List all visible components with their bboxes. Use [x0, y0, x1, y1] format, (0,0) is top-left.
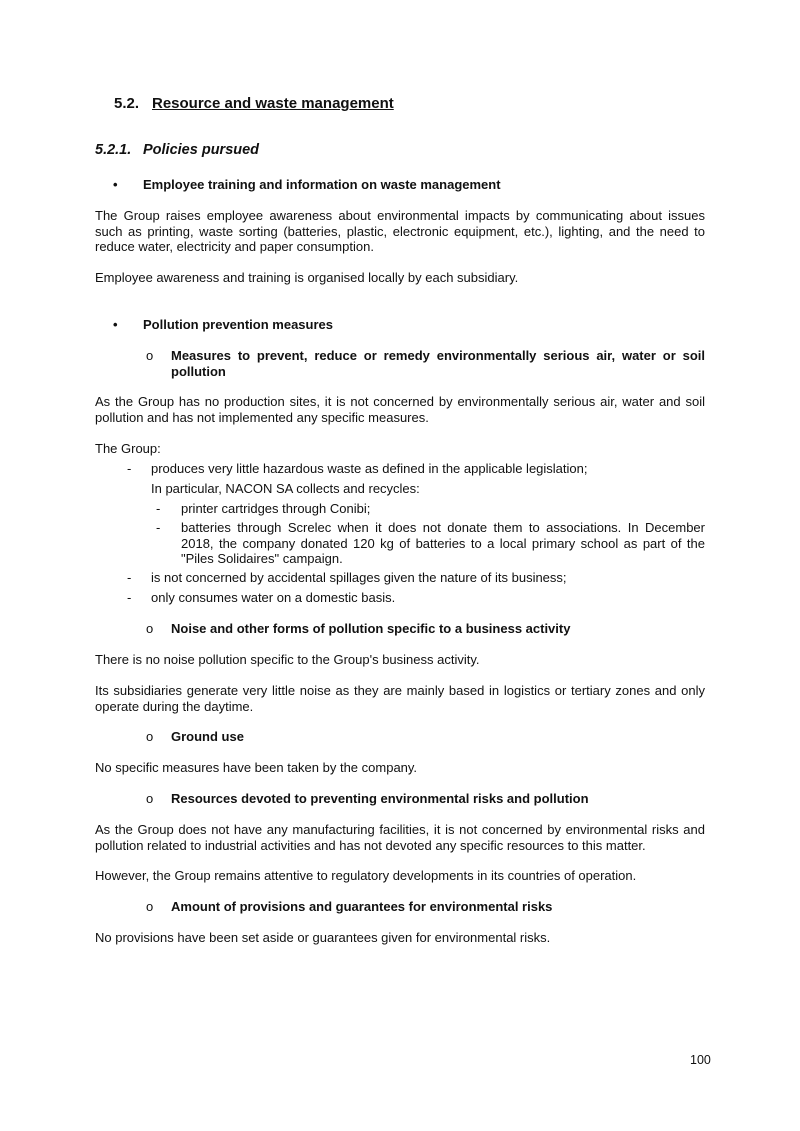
circle-mark: o — [146, 729, 154, 744]
list-note: In particular, NACON SA collects and recycles: — [151, 481, 420, 496]
subheading-ground: o Ground use — [146, 729, 244, 744]
sub-list-item: - printer cartridges through Conibi; — [156, 501, 371, 516]
paragraph: As the Group has no production sites, it is not concerned by environmentally serious air, water and soil pollution and has not implemented any specific measures. — [95, 394, 705, 425]
circle-mark: o — [146, 791, 154, 806]
subheading-measures: o Measures to prevent, reduce or remedy environmentally serious air, water or soil pollution — [146, 348, 705, 379]
bullet-heading-pollution: • Pollution prevention measures — [113, 317, 333, 332]
dash-mark: - — [156, 520, 161, 535]
paragraph: No specific measures have been taken by the company. — [95, 760, 418, 775]
paragraph: No provisions have been set aside or guarantees given for environmental risks. — [95, 930, 551, 945]
paragraph: However, the Group remains attentive to regulatory developments in its countries of operation. — [95, 868, 637, 883]
sub-list-item: - batteries through Screlec when it does not donate them to associations. In December 2018, the company donated 120 kg of batteries to a local primary school as part of the "Piles Solidaires" campaign. — [156, 520, 705, 566]
subsection-heading — [95, 142, 259, 158]
subsection-title: Policies pursued — [143, 142, 260, 158]
list-item: - is not concerned by accidental spillages given the nature of its business; — [127, 570, 567, 585]
circle-mark: o — [146, 621, 154, 636]
section-title: Resource and waste management — [152, 95, 394, 112]
bullet-heading-training: • Employee training and information on waste management — [113, 177, 501, 192]
circle-mark: o — [146, 899, 154, 914]
bullet-mark: • — [113, 317, 118, 332]
circle-mark: o — [146, 348, 154, 363]
dash-mark: - — [127, 590, 132, 605]
dash-mark: - — [156, 501, 161, 516]
dash-mark: - — [127, 570, 132, 585]
section-heading — [114, 95, 394, 112]
list-item: - produces very little hazardous waste as defined in the applicable legislation; — [127, 461, 588, 476]
paragraph: The Group raises employee awareness about environmental impacts by communicating about issues such as printing, waste sorting (batteries, plastic, electronic equipment, etc.), lighting, and the need to reduce water, electricity and paper consumption. — [95, 208, 705, 254]
paragraph: Employee awareness and training is organised locally by each subsidiary. — [95, 270, 519, 285]
page-number: 100 — [690, 1053, 711, 1067]
subheading-resources: o Resources devoted to preventing environmental risks and pollution — [146, 791, 589, 806]
paragraph: There is no noise pollution specific to the Group's business activity. — [95, 652, 480, 667]
subheading-noise: o Noise and other forms of pollution specific to a business activity — [146, 621, 571, 636]
section-number: 5.2. — [114, 95, 140, 112]
subsection-number: 5.2.1. — [95, 142, 132, 158]
list-item: - only consumes water on a domestic basis. — [127, 590, 396, 605]
paragraph: As the Group does not have any manufacturing facilities, it is not concerned by environmental risks and pollution related to industrial activities and has not devoted any specific resources to this matter. — [95, 822, 705, 853]
subheading-provisions: o Amount of provisions and guarantees for environmental risks — [146, 899, 553, 914]
bullet-mark: • — [113, 177, 118, 192]
dash-mark: - — [127, 461, 132, 476]
paragraph: The Group: — [95, 441, 161, 456]
paragraph: Its subsidiaries generate very little noise as they are mainly based in logistics or tertiary zones and only operate during the daytime. — [95, 683, 705, 714]
